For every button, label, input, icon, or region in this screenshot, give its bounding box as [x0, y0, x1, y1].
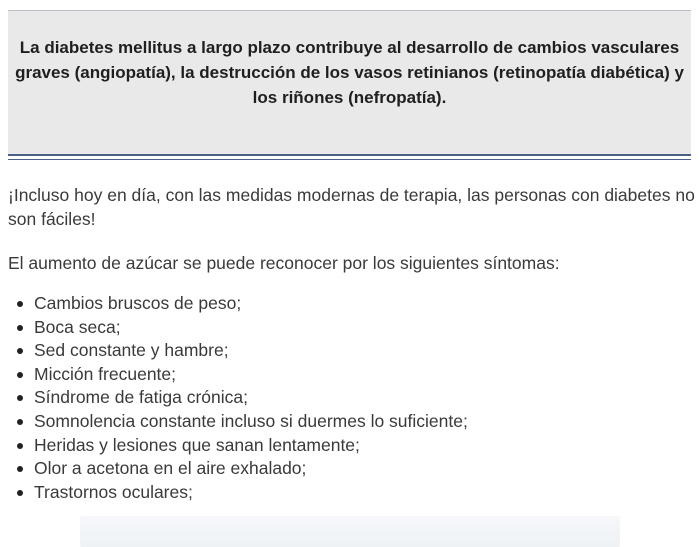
symptom-item — [8, 316, 468, 340]
bullet-icon — [17, 490, 23, 496]
symptom-text: Síndrome de fatiga crónica; — [34, 387, 249, 408]
bullet-icon — [17, 348, 23, 354]
bullet-icon — [17, 419, 23, 425]
symptoms-list — [8, 292, 468, 504]
symptom-item — [8, 481, 468, 505]
bullet-icon — [17, 443, 23, 449]
symptom-text: Olor a acetona en el aire exhalado; — [34, 458, 307, 479]
symptom-item — [8, 363, 468, 387]
symptom-text: Trastornos oculares; — [34, 481, 193, 502]
bullet-icon — [17, 395, 23, 401]
symptom-text: Micción frecuente; — [34, 363, 177, 384]
intro-paragraph: ¡Incluso hoy en día, con las medidas modernas de terapia, las personas con diabetes no son fáciles! — [8, 185, 695, 229]
callout-bottom-border — [8, 154, 691, 160]
symptom-item — [8, 339, 468, 363]
diabetes-callout-box — [8, 10, 691, 158]
symptom-item — [8, 457, 468, 481]
symptom-text: Boca seca; — [34, 316, 121, 337]
symptom-text: Heridas y lesiones que sanan lentamente; — [34, 434, 360, 455]
partial-image — [80, 516, 620, 547]
symptom-item — [8, 386, 468, 410]
symptom-item — [8, 434, 468, 458]
bullet-icon — [17, 466, 23, 472]
symptom-text: Somnolencia constante incluso si duermes lo suficiente; — [34, 410, 468, 431]
bullet-icon — [17, 301, 23, 307]
symptom-item — [8, 410, 468, 434]
bullet-icon — [17, 325, 23, 331]
symptom-text: Sed constante y hambre; — [34, 340, 229, 361]
callout-text: La diabetes mellitus a largo plazo contribuye al desarrollo de cambios vasculares graves (angiopatía), la destrucción de los vasos retinianos (retinopatía diabética) y los riñones (nefropatía). — [15, 38, 684, 107]
symptom-item — [8, 292, 468, 316]
symptom-text: Cambios bruscos de peso; — [34, 293, 242, 313]
bullet-icon — [17, 372, 23, 378]
symptoms-intro-paragraph: El aumento de azúcar se puede reconocer por los siguientes síntomas: — [8, 253, 560, 273]
